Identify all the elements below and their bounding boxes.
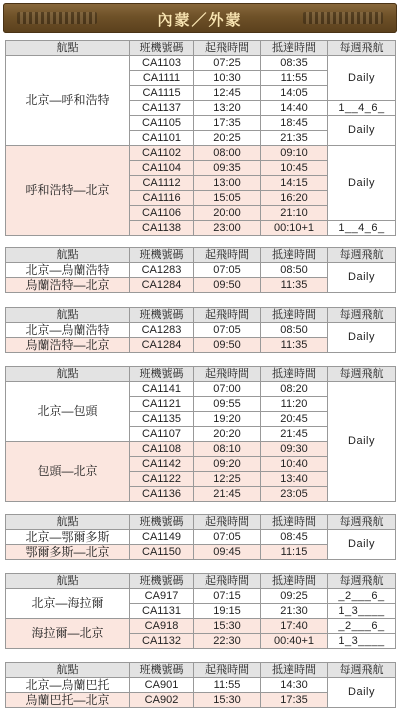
table-row (6, 56, 396, 71)
arrival-time-cell: 17:40 (261, 619, 328, 634)
arrival-time-cell: 08:20 (261, 382, 328, 397)
route-cell: 北京—鄂爾多斯 (6, 530, 130, 545)
weekly-frequency-cell: Daily (328, 146, 396, 221)
weekly-frequency-cell: Daily (328, 263, 396, 293)
route-cell: 烏蘭浩特—北京 (6, 278, 130, 293)
route-cell: 北京—海拉爾 (6, 589, 130, 619)
weekly-frequency-cell: _2___6_ (328, 589, 396, 604)
departure-header: 起飛時間 (194, 574, 261, 589)
arrival-header: 抵達時間 (261, 663, 328, 678)
table-header-row (6, 663, 396, 678)
departure-time-cell: 09:50 (194, 338, 261, 353)
table-header-row (6, 248, 396, 263)
arrival-header: 抵達時間 (261, 367, 328, 382)
flight-number-cell: CA1104 (130, 161, 194, 176)
route-cell: 北京—包頭 (6, 382, 130, 442)
flight-number-header: 班機號碼 (130, 367, 194, 382)
flight-number-header: 班機號碼 (130, 515, 194, 530)
departure-time-cell: 09:35 (194, 161, 261, 176)
flight-number-cell: CA1135 (130, 412, 194, 427)
table-row (6, 263, 396, 278)
weekly-header: 每週飛航 (328, 515, 396, 530)
departure-time-cell: 07:00 (194, 382, 261, 397)
region-banner (3, 3, 397, 33)
arrival-time-cell: 08:50 (261, 323, 328, 338)
weekly-frequency-cell: 1__4_6_ (328, 221, 396, 236)
flight-number-cell: CA1131 (130, 604, 194, 619)
arrival-time-cell: 14:05 (261, 86, 328, 101)
weekly-frequency-cell: Daily (328, 678, 396, 708)
route-cell: 海拉爾—北京 (6, 619, 130, 649)
arrival-time-cell: 10:45 (261, 161, 328, 176)
flight-number-cell: CA1122 (130, 472, 194, 487)
departure-time-cell: 20:25 (194, 131, 261, 146)
flight-number-cell: CA1136 (130, 487, 194, 502)
flight-number-header: 班機號碼 (130, 574, 194, 589)
flight-schedule-table (5, 307, 396, 353)
arrival-time-cell: 10:40 (261, 457, 328, 472)
flight-number-header: 班機號碼 (130, 663, 194, 678)
flight-number-cell: CA1108 (130, 442, 194, 457)
arrival-time-cell: 13:40 (261, 472, 328, 487)
departure-time-cell: 20:20 (194, 427, 261, 442)
route-cell: 烏蘭巴托—北京 (6, 693, 130, 708)
route-cell: 烏蘭浩特—北京 (6, 338, 130, 353)
route-cell: 呼和浩特—北京 (6, 146, 130, 236)
weekly-frequency-cell: _2___6_ (328, 619, 396, 634)
departure-time-cell: 07:25 (194, 56, 261, 71)
route-cell: 包頭—北京 (6, 442, 130, 502)
weekly-header: 每週飛航 (328, 663, 396, 678)
arrival-time-cell: 08:35 (261, 56, 328, 71)
route-cell: 北京—烏蘭浩特 (6, 323, 130, 338)
route-cell: 北京—呼和浩特 (6, 56, 130, 146)
flight-number-cell: CA902 (130, 693, 194, 708)
departure-header: 起飛時間 (194, 367, 261, 382)
flight-number-cell: CA1132 (130, 634, 194, 649)
departure-time-cell: 11:55 (194, 678, 261, 693)
flight-schedule-table (5, 662, 396, 708)
route-header: 航點 (6, 574, 130, 589)
arrival-header: 抵達時間 (261, 308, 328, 323)
departure-header: 起飛時間 (194, 663, 261, 678)
arrival-time-cell: 18:45 (261, 116, 328, 131)
departure-time-cell: 09:20 (194, 457, 261, 472)
arrival-time-cell: 23:05 (261, 487, 328, 502)
weekly-header: 每週飛航 (328, 41, 396, 56)
table-row (6, 323, 396, 338)
weekly-frequency-cell: Daily (328, 382, 396, 502)
flight-number-cell: CA1121 (130, 397, 194, 412)
arrival-time-cell: 20:45 (261, 412, 328, 427)
departure-time-cell: 09:45 (194, 545, 261, 560)
flight-number-cell: CA1111 (130, 71, 194, 86)
weekly-frequency-cell: Daily (328, 323, 396, 353)
departure-time-cell: 22:30 (194, 634, 261, 649)
arrival-time-cell: 08:50 (261, 263, 328, 278)
flight-number-cell: CA1283 (130, 263, 194, 278)
departure-time-cell: 07:05 (194, 263, 261, 278)
table-header-row (6, 515, 396, 530)
flight-number-header: 班機號碼 (130, 248, 194, 263)
flight-number-cell: CA917 (130, 589, 194, 604)
weekly-header: 每週飛航 (328, 248, 396, 263)
departure-time-cell: 07:05 (194, 530, 261, 545)
flight-schedule-table (5, 514, 396, 560)
flight-number-header: 班機號碼 (130, 308, 194, 323)
flight-number-cell: CA1138 (130, 221, 194, 236)
arrival-time-cell: 08:45 (261, 530, 328, 545)
arrival-time-cell: 11:15 (261, 545, 328, 560)
flight-schedule-table (5, 40, 396, 236)
departure-time-cell: 08:10 (194, 442, 261, 457)
departure-time-cell: 20:00 (194, 206, 261, 221)
flight-number-cell: CA1112 (130, 176, 194, 191)
departure-time-cell: 19:20 (194, 412, 261, 427)
flight-number-cell: CA901 (130, 678, 194, 693)
weekly-frequency-cell: Daily (328, 530, 396, 560)
arrival-time-cell: 21:30 (261, 604, 328, 619)
departure-time-cell: 17:35 (194, 116, 261, 131)
arrival-header: 抵達時間 (261, 248, 328, 263)
table-header-row (6, 41, 396, 56)
flight-number-cell: CA1103 (130, 56, 194, 71)
arrival-time-cell: 00:10+1 (261, 221, 328, 236)
weekly-header: 每週飛航 (328, 308, 396, 323)
departure-time-cell: 07:15 (194, 589, 261, 604)
region-title: 內蒙／外蒙 (157, 12, 243, 29)
flight-number-header: 班機號碼 (130, 41, 194, 56)
route-header: 航點 (6, 41, 130, 56)
flight-number-cell: CA1149 (130, 530, 194, 545)
flight-number-cell: CA1137 (130, 101, 194, 116)
arrival-time-cell: 00:40+1 (261, 634, 328, 649)
flight-number-cell: CA1284 (130, 338, 194, 353)
weekly-header: 每週飛航 (328, 367, 396, 382)
arrival-header: 抵達時間 (261, 574, 328, 589)
arrival-time-cell: 11:20 (261, 397, 328, 412)
arrival-time-cell: 09:10 (261, 146, 328, 161)
arrival-time-cell: 21:10 (261, 206, 328, 221)
departure-time-cell: 13:20 (194, 101, 261, 116)
arrival-time-cell: 21:45 (261, 427, 328, 442)
departure-time-cell: 15:05 (194, 191, 261, 206)
route-cell: 北京—烏蘭浩特 (6, 263, 130, 278)
flight-number-cell: CA918 (130, 619, 194, 634)
route-header: 航點 (6, 515, 130, 530)
table-row (6, 146, 396, 161)
departure-time-cell: 09:50 (194, 278, 261, 293)
route-cell: 鄂爾多斯—北京 (6, 545, 130, 560)
arrival-time-cell: 11:55 (261, 71, 328, 86)
departure-header: 起飛時間 (194, 308, 261, 323)
route-header: 航點 (6, 248, 130, 263)
departure-time-cell: 15:30 (194, 693, 261, 708)
weekly-frequency-cell: 1_3____ (328, 604, 396, 619)
arrival-time-cell: 14:30 (261, 678, 328, 693)
arrival-header: 抵達時間 (261, 41, 328, 56)
departure-time-cell: 23:00 (194, 221, 261, 236)
route-header: 航點 (6, 367, 130, 382)
arrival-time-cell: 09:30 (261, 442, 328, 457)
flight-number-cell: CA1105 (130, 116, 194, 131)
weekly-frequency-cell: Daily (328, 56, 396, 101)
departure-time-cell: 13:00 (194, 176, 261, 191)
flight-number-cell: CA1115 (130, 86, 194, 101)
flight-number-cell: CA1107 (130, 427, 194, 442)
table-header-row (6, 367, 396, 382)
flight-number-cell: CA1150 (130, 545, 194, 560)
flight-number-cell: CA1142 (130, 457, 194, 472)
flight-number-cell: CA1102 (130, 146, 194, 161)
table-row (6, 382, 396, 397)
flight-number-cell: CA1101 (130, 131, 194, 146)
arrival-time-cell: 11:35 (261, 338, 328, 353)
departure-header: 起飛時間 (194, 515, 261, 530)
flight-schedule-table (5, 573, 396, 649)
flight-number-cell: CA1283 (130, 323, 194, 338)
flight-schedule-table (5, 366, 396, 502)
arrival-time-cell: 21:35 (261, 131, 328, 146)
table-row (6, 619, 396, 634)
table-row (6, 589, 396, 604)
table-header-row (6, 574, 396, 589)
weekly-frequency-cell: Daily (328, 116, 396, 146)
weekly-frequency-cell: 1_3____ (328, 634, 396, 649)
table-row (6, 530, 396, 545)
arrival-time-cell: 16:20 (261, 191, 328, 206)
departure-header: 起飛時間 (194, 41, 261, 56)
arrival-header: 抵達時間 (261, 515, 328, 530)
departure-time-cell: 19:15 (194, 604, 261, 619)
route-header: 航點 (6, 663, 130, 678)
flight-schedule-table (5, 247, 396, 293)
arrival-time-cell: 17:35 (261, 693, 328, 708)
arrival-time-cell: 09:25 (261, 589, 328, 604)
departure-time-cell: 15:30 (194, 619, 261, 634)
departure-header: 起飛時間 (194, 248, 261, 263)
departure-time-cell: 08:00 (194, 146, 261, 161)
departure-time-cell: 10:30 (194, 71, 261, 86)
departure-time-cell: 07:05 (194, 323, 261, 338)
flight-number-cell: CA1106 (130, 206, 194, 221)
arrival-time-cell: 11:35 (261, 278, 328, 293)
weekly-header: 每週飛航 (328, 574, 396, 589)
route-header: 航點 (6, 308, 130, 323)
table-header-row (6, 308, 396, 323)
arrival-time-cell: 14:40 (261, 101, 328, 116)
departure-time-cell: 21:45 (194, 487, 261, 502)
weekly-frequency-cell: 1__4_6_ (328, 101, 396, 116)
flight-number-cell: CA1284 (130, 278, 194, 293)
departure-time-cell: 09:55 (194, 397, 261, 412)
flight-number-cell: CA1141 (130, 382, 194, 397)
arrival-time-cell: 14:15 (261, 176, 328, 191)
departure-time-cell: 12:45 (194, 86, 261, 101)
departure-time-cell: 12:25 (194, 472, 261, 487)
route-cell: 北京—烏蘭巴托 (6, 678, 130, 693)
table-row (6, 678, 396, 693)
flight-number-cell: CA1116 (130, 191, 194, 206)
